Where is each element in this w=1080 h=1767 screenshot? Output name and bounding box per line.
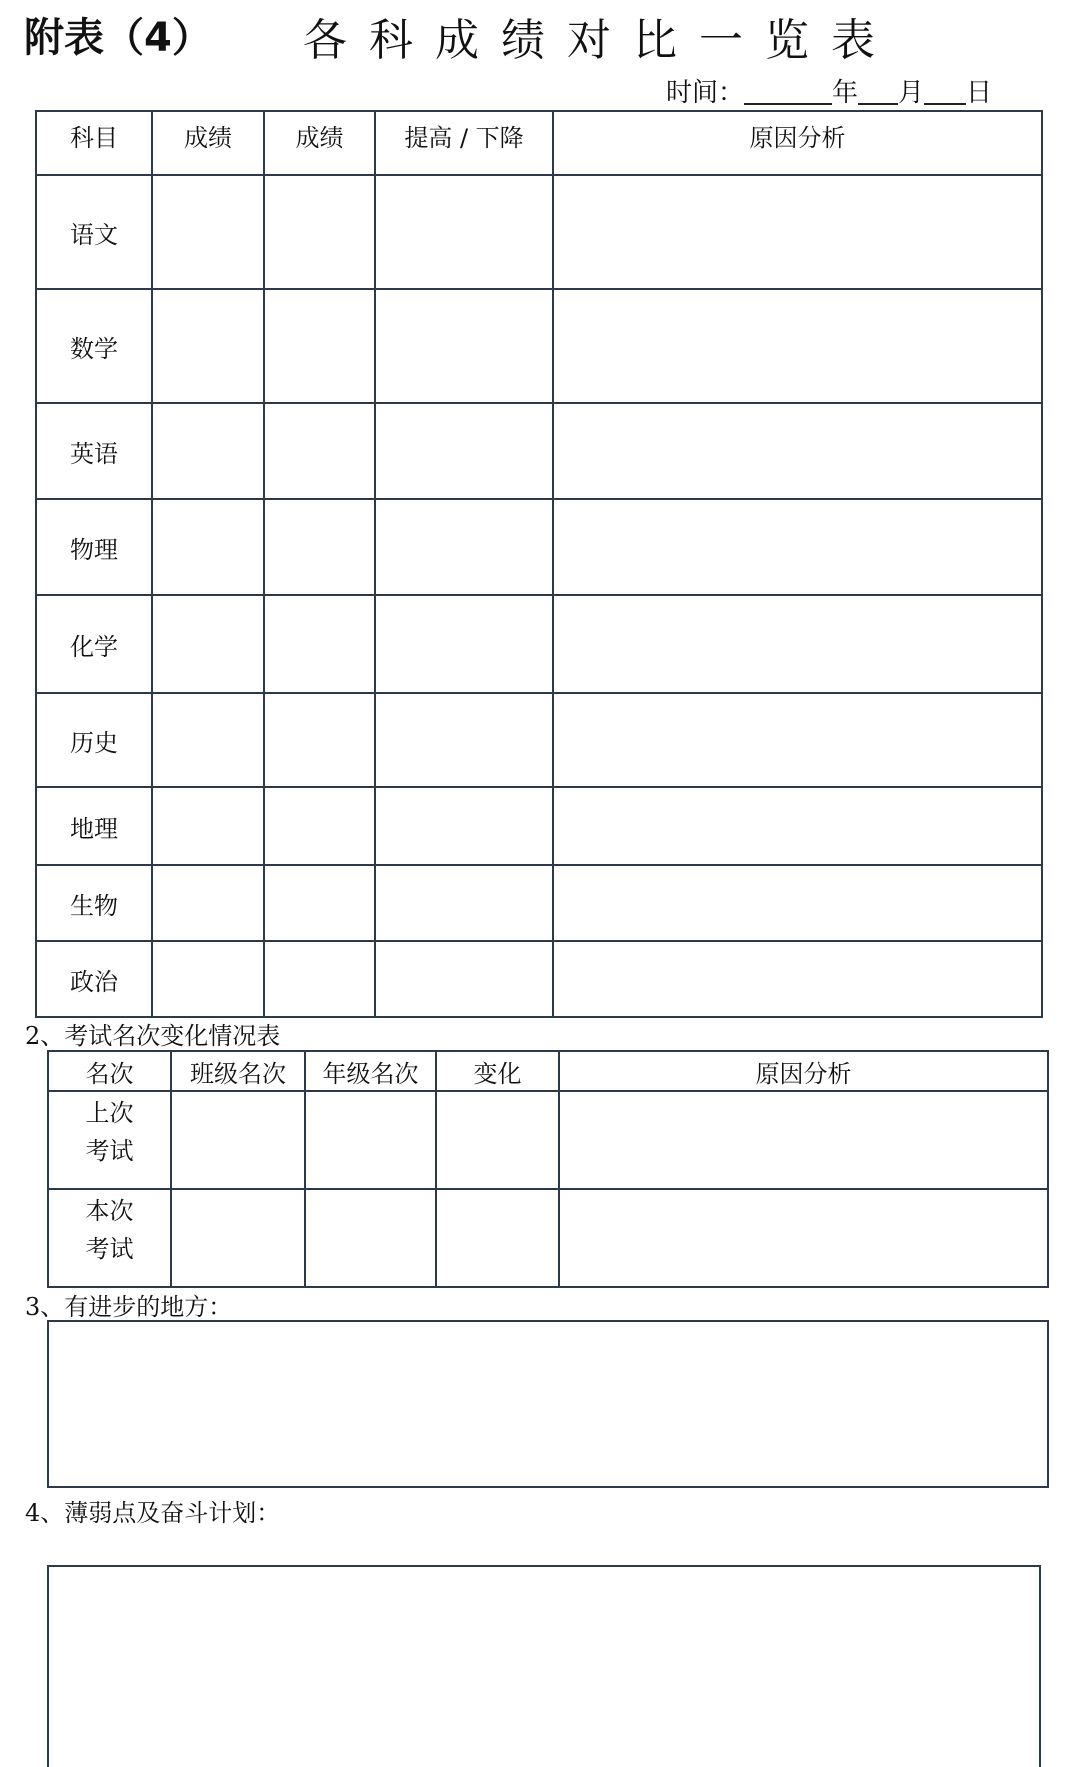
year-blank[interactable] [744,77,832,105]
header-grade-rank: 年级名次 [305,1051,436,1091]
subject-cell: 政治 [36,941,152,1017]
score-cell[interactable] [264,175,375,289]
section-3-title: 3、有进步的地方： [25,1293,233,1321]
table-row [36,175,1042,289]
subject-cell: 地理 [36,787,152,865]
section-2-title: 2、考试名次变化情况表 [25,1022,281,1050]
header-rank-reason: 原因分析 [559,1051,1048,1091]
table-row [36,403,1042,499]
header-subject: 科目 [36,111,152,175]
weakness-plan-box[interactable] [47,1565,1041,1767]
exam-label-line: 上次 [85,1099,134,1127]
day-label: 日 [966,78,993,108]
reason-cell[interactable] [553,595,1042,693]
change-cell[interactable] [375,595,553,693]
exam-label-line: 考试 [85,1137,134,1165]
reason-cell[interactable] [553,403,1042,499]
exam-label-previous [48,1091,171,1189]
header-change: 提高 / 下降 [375,111,553,175]
score-cell[interactable] [264,787,375,865]
table-row [36,787,1042,865]
exam-label-current [48,1189,171,1287]
header-reason: 原因分析 [553,111,1042,175]
change-cell[interactable] [375,499,553,595]
table-row [36,499,1042,595]
table-header-row [48,1051,1048,1091]
change-cell[interactable] [375,865,553,941]
year-label: 年 [832,78,859,108]
header-rank-change: 变化 [436,1051,559,1091]
reason-cell[interactable] [553,693,1042,787]
score-cell[interactable] [152,693,264,787]
section-4-title: 4、薄弱点及奋斗计划： [25,1499,281,1527]
table-row [36,865,1042,941]
table-row [48,1091,1048,1189]
score-cell[interactable] [264,941,375,1017]
table-header-row [36,111,1042,175]
rank-reason-cell[interactable] [559,1091,1048,1189]
reason-cell[interactable] [553,941,1042,1017]
reason-cell[interactable] [553,865,1042,941]
class-rank-cell[interactable] [171,1091,305,1189]
header-score-2: 成绩 [264,111,375,175]
score-cell[interactable] [264,403,375,499]
month-label: 月 [898,78,925,108]
header-class-rank: 班级名次 [171,1051,305,1091]
change-cell[interactable] [375,941,553,1017]
subject-cell: 语文 [36,175,152,289]
subject-cell: 生物 [36,865,152,941]
score-cell[interactable] [152,175,264,289]
subject-score-table [35,110,1043,1018]
day-blank[interactable] [924,77,966,105]
header-rank: 名次 [48,1051,171,1091]
table-row [48,1189,1048,1287]
class-rank-cell[interactable] [171,1189,305,1287]
table-row [36,289,1042,403]
grade-rank-cell[interactable] [305,1189,436,1287]
change-cell[interactable] [375,693,553,787]
score-cell[interactable] [264,595,375,693]
rank-reason-cell[interactable] [559,1189,1048,1287]
score-cell[interactable] [152,865,264,941]
score-cell[interactable] [152,289,264,403]
subject-cell: 英语 [36,403,152,499]
score-cell[interactable] [152,941,264,1017]
date-line [666,72,992,109]
score-cell[interactable] [264,499,375,595]
appendix-label: 附表（4） [24,15,212,61]
month-blank[interactable] [858,77,898,105]
reason-cell[interactable] [553,499,1042,595]
exam-label-line: 本次 [85,1197,134,1225]
rank-change-cell[interactable] [436,1091,559,1189]
rank-change-cell[interactable] [436,1189,559,1287]
score-cell[interactable] [264,289,375,403]
grade-rank-cell[interactable] [305,1091,436,1189]
change-cell[interactable] [375,403,553,499]
reason-cell[interactable] [553,289,1042,403]
score-cell[interactable] [264,865,375,941]
reason-cell[interactable] [553,787,1042,865]
subject-cell: 化学 [36,595,152,693]
change-cell[interactable] [375,787,553,865]
date-prefix: 时间： [666,78,745,108]
subject-cell: 数学 [36,289,152,403]
subject-cell: 历史 [36,693,152,787]
progress-box[interactable] [47,1320,1049,1488]
score-cell[interactable] [152,595,264,693]
score-cell[interactable] [152,787,264,865]
score-cell[interactable] [152,499,264,595]
change-cell[interactable] [375,175,553,289]
subject-cell: 物理 [36,499,152,595]
ranking-change-table [47,1050,1049,1288]
table-row [36,595,1042,693]
change-cell[interactable] [375,289,553,403]
table-row [36,693,1042,787]
score-cell[interactable] [152,403,264,499]
header-score-1: 成绩 [152,111,264,175]
table-row [36,941,1042,1017]
exam-label-line: 考试 [85,1235,134,1263]
page-title: 各科成绩对比一览表 [303,15,897,66]
reason-cell[interactable] [553,175,1042,289]
score-cell[interactable] [264,693,375,787]
